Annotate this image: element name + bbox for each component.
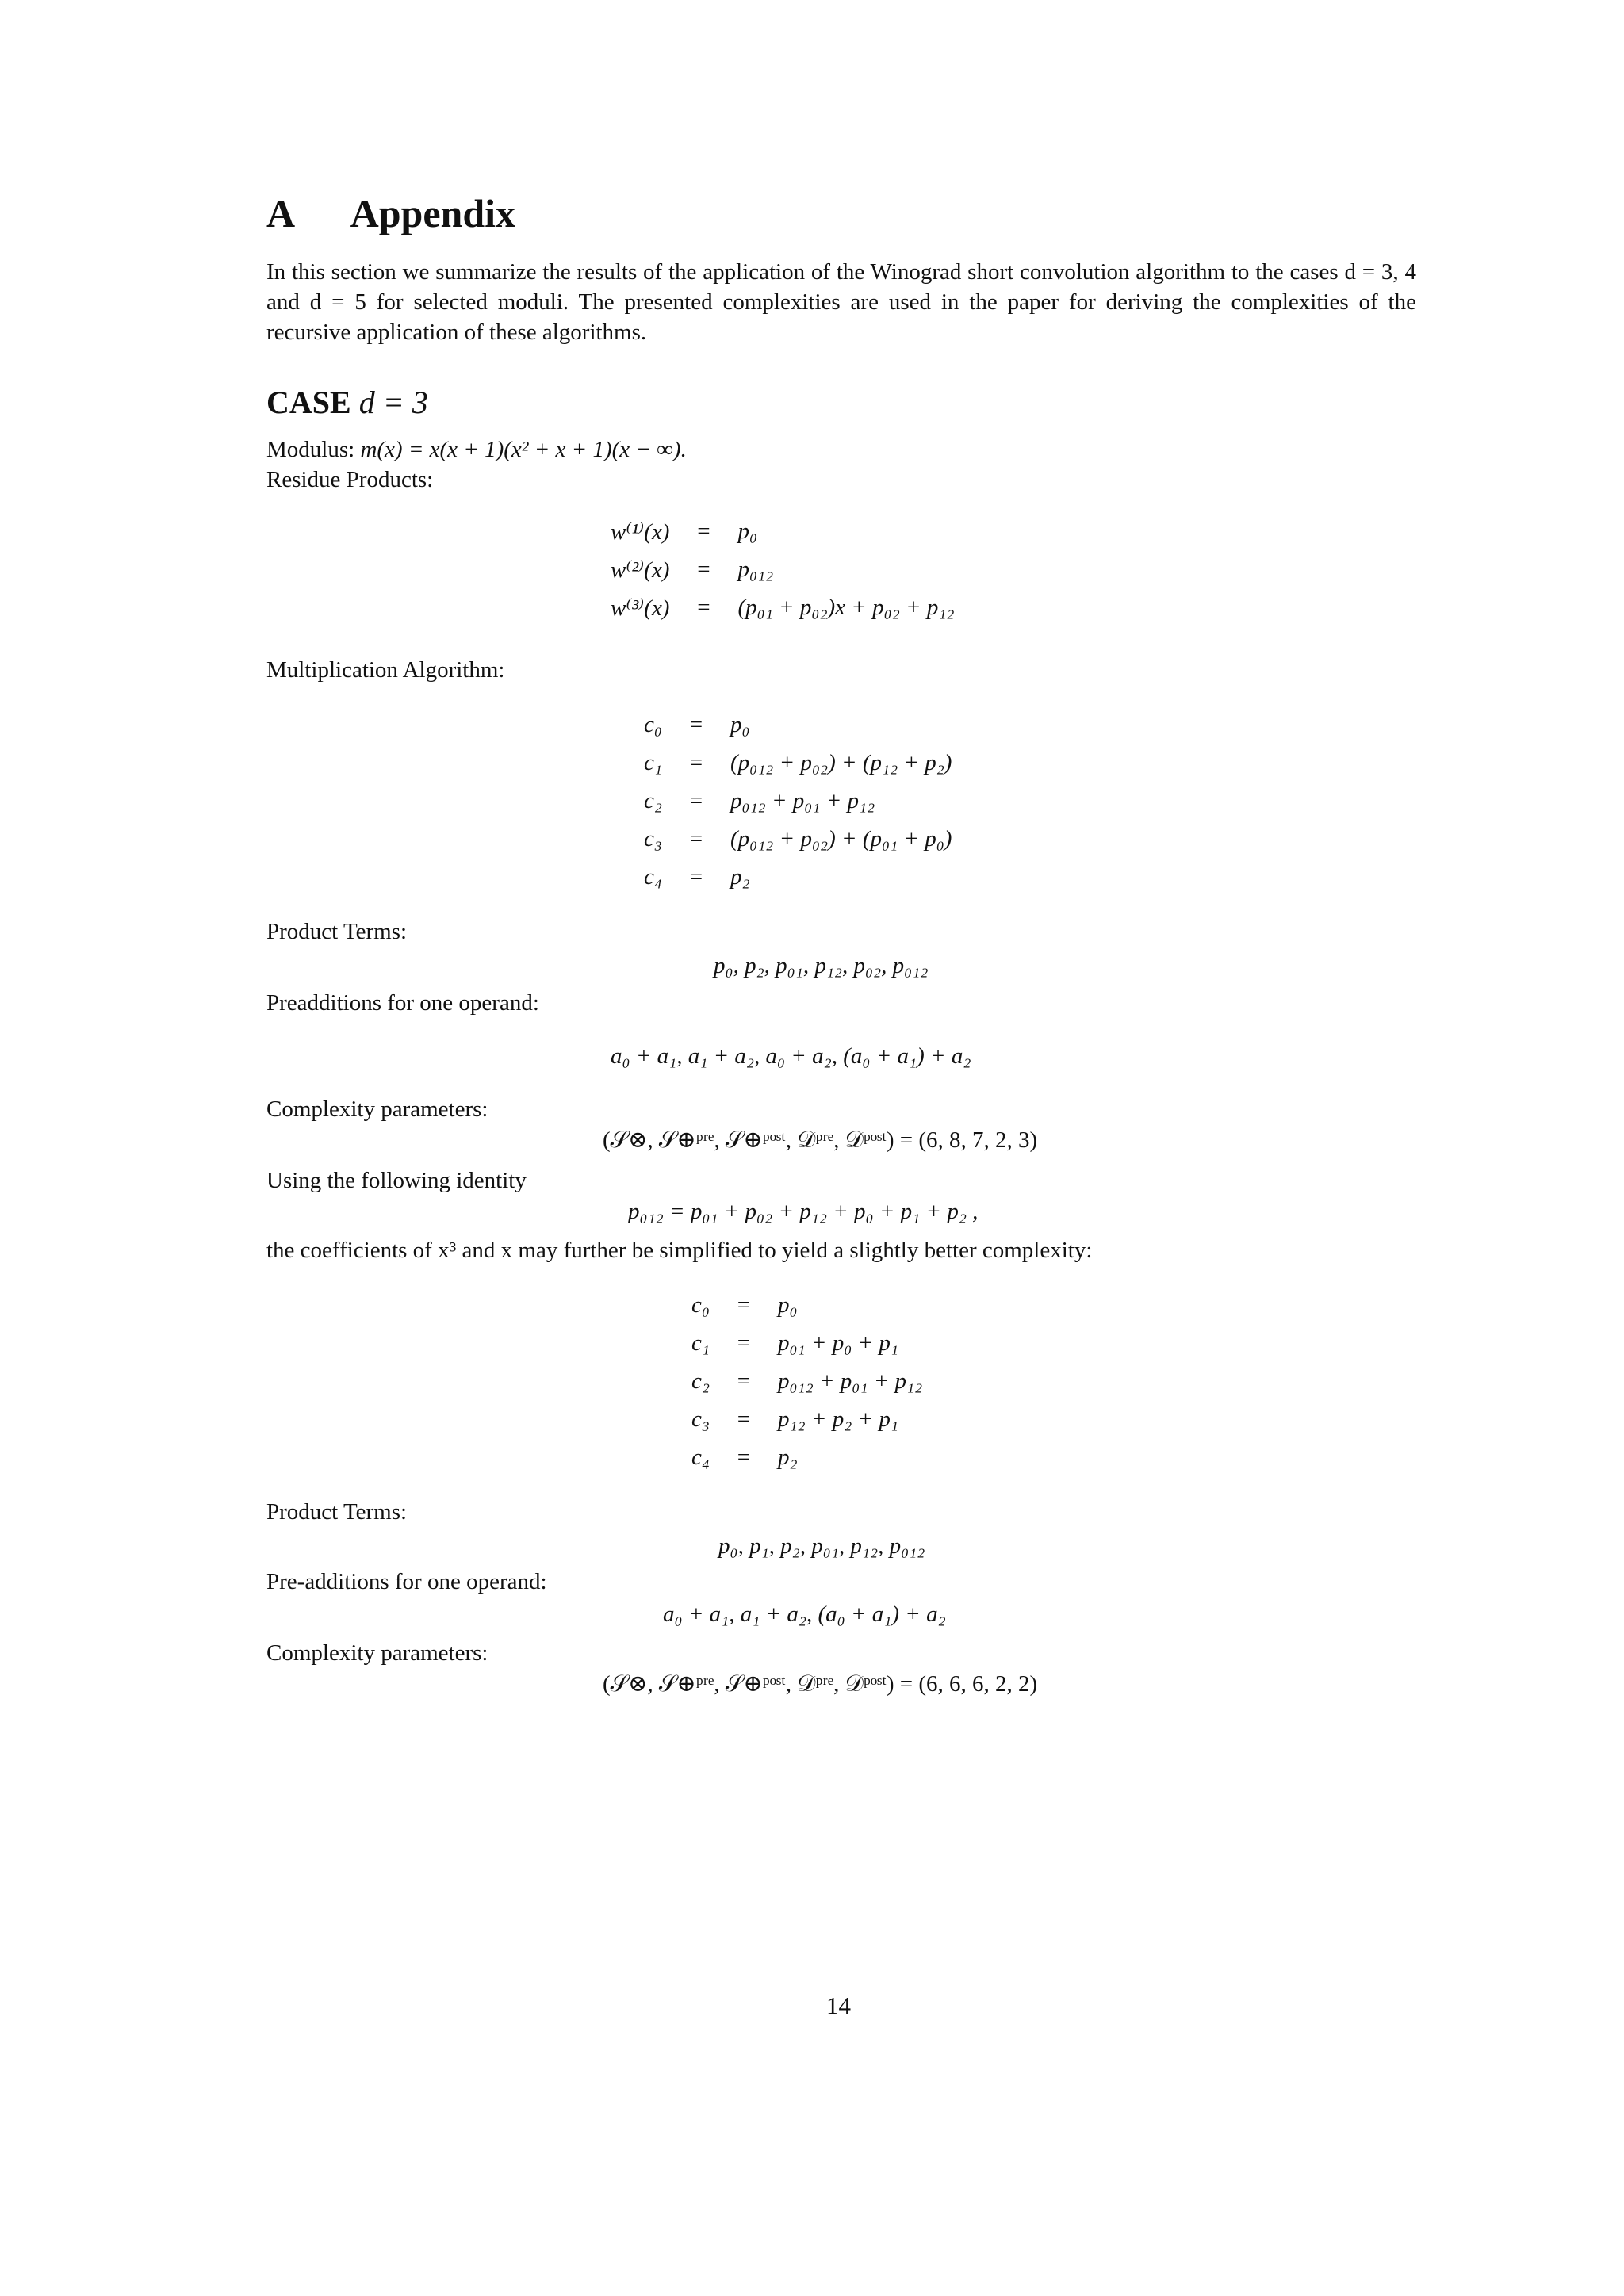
mult-label: Multiplication Algorithm: xyxy=(266,657,505,683)
case-heading xyxy=(266,384,428,421)
residue-products-equations xyxy=(611,512,955,626)
page-number: 14 xyxy=(826,1992,851,2019)
equation-rel: = xyxy=(737,1330,751,1356)
section-title: Appendix xyxy=(350,191,516,235)
equation-lhs: c₃ xyxy=(691,1406,710,1432)
equation-rel: = xyxy=(689,787,703,813)
equation-lhs: c₁ xyxy=(644,749,662,775)
preadditions-label-1: Preadditions for one operand: xyxy=(266,990,539,1016)
complexity-params-1: (𝒮⊗, 𝒮⊕ᵖʳᵉ, 𝒮⊕ᵖᵒˢᵗ, 𝒟ᵖʳᵉ, 𝒟ᵖᵒˢᵗ) = (6, 8, 7, 2, 3) xyxy=(603,1127,1038,1153)
equation-rhs: p₁₂ + p₂ + p₁ xyxy=(777,1406,898,1432)
simplify-text: the coefficients of x³ and x may further be simplified to yield a slightly better complexity: xyxy=(266,1238,1093,1263)
equation-rhs: p₀ xyxy=(777,1292,798,1318)
identity-expression: p₀₁₂ = p₀₁ + p₀₂ + p₁₂ + p₀ + p₁ + p₂ , xyxy=(628,1199,979,1224)
equation-rel: = xyxy=(689,825,703,851)
equation-rel: = xyxy=(697,594,710,620)
equation-lhs: c₀ xyxy=(691,1292,710,1318)
equation-rel: = xyxy=(697,556,710,582)
multiplication-algorithm-equations xyxy=(644,706,952,896)
identity-label: Using the following identity xyxy=(266,1168,527,1193)
equation-lhs: c₂ xyxy=(691,1368,710,1394)
residue-label: Residue Products: xyxy=(266,467,434,492)
equation-row xyxy=(644,782,952,820)
equation-rhs: p₀₁ + p₀ + p₁ xyxy=(777,1330,898,1356)
equation-rhs: p₀ xyxy=(730,711,750,737)
equation-row xyxy=(611,588,955,626)
complexity-label-2: Complexity parameters: xyxy=(266,1640,488,1666)
case-math: d = 3 xyxy=(358,385,428,420)
product-terms-1: p₀, p₂, p₀₁, p₁₂, p₀₂, p₀₁₂ xyxy=(714,953,929,978)
equation-lhs: c₁ xyxy=(691,1330,710,1356)
modulus-line xyxy=(266,434,687,465)
intro-paragraph: In this section we summarize the results of the application of the Winograd short convolution algorithm to the cases d = 3, 4 and d = 5 for selected moduli. The presented complexities are used in the paper for deriving the complexities of the recursive application of these algorithms. xyxy=(266,259,1416,345)
equation-row xyxy=(644,706,952,744)
equation-rel: = xyxy=(737,1292,751,1318)
simplified-algorithm-equations xyxy=(691,1286,922,1476)
preadditions-2: a₀ + a₁, a₁ + a₂, (a₀ + a₁) + a₂ xyxy=(663,1601,946,1627)
product-terms-label-1: Product Terms: xyxy=(266,919,408,944)
product-terms-label-2: Product Terms: xyxy=(266,1499,408,1525)
equation-rel: = xyxy=(689,749,703,775)
equation-rhs: p₀₁₂ + p₀₁ + p₁₂ xyxy=(730,787,875,813)
equation-row xyxy=(644,858,952,896)
equation-row xyxy=(691,1286,922,1324)
equation-lhs: w⁽¹⁾(x) xyxy=(611,519,670,545)
equation-rhs: p₀₁₂ + p₀₁ + p₁₂ xyxy=(777,1368,923,1394)
equation-rhs: p₂ xyxy=(777,1444,798,1470)
equation-row xyxy=(691,1324,922,1362)
equation-rel: = xyxy=(737,1444,751,1470)
equation-row xyxy=(611,512,955,550)
preadditions-1: a₀ + a₁, a₁ + a₂, a₀ + a₂, (a₀ + a₁) + a₂ xyxy=(611,1043,971,1069)
equation-row xyxy=(611,550,955,588)
section-number: A xyxy=(266,191,293,235)
case-word: CASE xyxy=(266,385,351,420)
section-heading xyxy=(266,190,515,236)
equation-lhs: c₀ xyxy=(644,711,662,737)
equation-lhs: w⁽²⁾(x) xyxy=(611,557,670,583)
equation-lhs: c₃ xyxy=(644,825,662,851)
equation-rhs: p₀ xyxy=(737,518,758,544)
equation-rhs: p₀₁₂ xyxy=(737,556,774,582)
equation-rel: = xyxy=(689,863,703,890)
equation-row xyxy=(691,1362,922,1400)
equation-row xyxy=(644,744,952,782)
equation-row xyxy=(644,820,952,858)
modulus-expression: m(x) = x(x + 1)(x² + x + 1)(x − ∞). xyxy=(360,437,687,462)
equation-lhs: c₄ xyxy=(691,1444,710,1470)
equation-lhs: c₄ xyxy=(644,863,662,890)
equation-row xyxy=(691,1400,922,1438)
equation-rhs: (p₀₁₂ + p₀₂) + (p₁₂ + p₂) xyxy=(730,749,952,775)
preadditions-label-2: Pre-additions for one operand: xyxy=(266,1569,547,1594)
equation-lhs: w⁽³⁾(x) xyxy=(611,595,670,621)
equation-rel: = xyxy=(697,518,710,544)
complexity-label-1: Complexity parameters: xyxy=(266,1096,488,1122)
equation-rhs: (p₀₁ + p₀₂)x + p₀₂ + p₁₂ xyxy=(737,594,955,620)
equation-lhs: c₂ xyxy=(644,787,662,813)
modulus-label: Modulus: xyxy=(266,437,355,462)
equation-rel: = xyxy=(737,1406,751,1432)
product-terms-2: p₀, p₁, p₂, p₀₁, p₁₂, p₀₁₂ xyxy=(718,1533,925,1559)
equation-rhs: p₂ xyxy=(730,863,750,890)
equation-rhs: (p₀₁₂ + p₀₂) + (p₀₁ + p₀) xyxy=(730,825,952,851)
complexity-params-2: (𝒮⊗, 𝒮⊕ᵖʳᵉ, 𝒮⊕ᵖᵒˢᵗ, 𝒟ᵖʳᵉ, 𝒟ᵖᵒˢᵗ) = (6, 6, 6, 2, 2) xyxy=(603,1671,1038,1697)
equation-rel: = xyxy=(689,711,703,737)
equation-rel: = xyxy=(737,1368,751,1394)
equation-row xyxy=(691,1438,922,1476)
